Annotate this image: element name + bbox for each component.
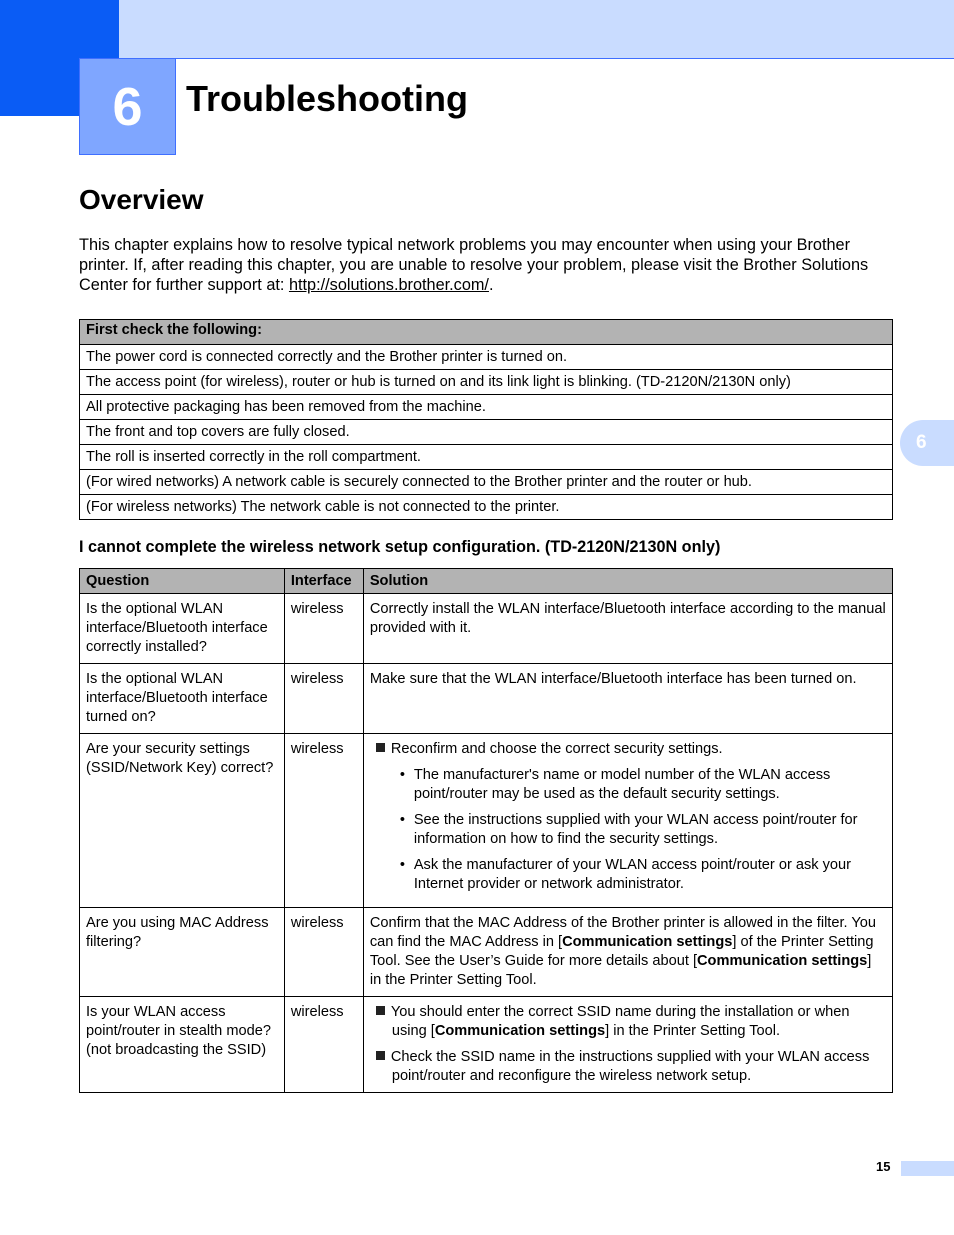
question-cell: Is the optional WLAN interface/Bluetooth interface correctly installed? xyxy=(80,594,285,664)
table-row xyxy=(80,734,893,908)
question-cell: Is your WLAN access point/router in stealth mode? (not broadcasting the SSID) xyxy=(80,997,285,1093)
chapter-number-box xyxy=(79,58,176,155)
interface-cell: wireless xyxy=(284,908,363,997)
solution-cell xyxy=(363,908,892,997)
header-question: Question xyxy=(80,569,285,594)
solution-item xyxy=(376,1003,886,1041)
page-number-bar xyxy=(901,1161,954,1176)
check-row: The front and top covers are fully closed. xyxy=(80,420,893,445)
interface-cell: wireless xyxy=(284,664,363,734)
sub-bullet: • The manufacturer's name or model number of the WLAN access point/router may be used as the default security settings. xyxy=(370,766,886,804)
wireless-section-heading: I cannot complete the wireless network setup configuration. (TD-2120N/2130N only) xyxy=(79,538,721,556)
solution-text: Confirm that the MAC Address of the Brother printer is allowed in the filter. You can find the MAC Address in [ xyxy=(369,915,877,950)
solution-cell xyxy=(363,997,892,1093)
first-check-table xyxy=(79,319,893,520)
solution-item-text: You should enter the correct SSID name during the installation or when using [ xyxy=(390,1004,850,1039)
chapter-title: Troubleshooting xyxy=(186,78,468,119)
check-table-header: First check the following: xyxy=(80,320,893,345)
header-band xyxy=(0,0,954,59)
square-bullet-icon xyxy=(376,1006,385,1015)
check-row: The roll is inserted correctly in the roll compartment. xyxy=(80,445,893,470)
solution-item xyxy=(376,1048,886,1086)
interface-cell: wireless xyxy=(284,997,363,1093)
solution-cell: Make sure that the WLAN interface/Bluetooth interface has been turned on. xyxy=(363,664,892,734)
support-link[interactable]: http://solutions.brother.com/ xyxy=(288,276,489,294)
square-bullet-icon xyxy=(376,1051,385,1060)
solution-text: ] in the Printer Setting Tool. xyxy=(369,953,872,988)
section-title: Overview xyxy=(79,184,204,215)
intro-end: . xyxy=(488,276,494,294)
page-number: 15 xyxy=(876,1159,891,1174)
table-row xyxy=(80,997,893,1093)
solution-cell: Correctly install the WLAN interface/Bluetooth interface according to the manual provided with it. xyxy=(363,594,892,664)
table-row xyxy=(80,664,893,734)
solution-text: ] of the Printer Setting Tool. See the User’s Guide for more details about [ xyxy=(369,934,874,969)
setting-name: Communication settings xyxy=(697,953,868,969)
setting-name: Communication settings xyxy=(562,934,733,950)
solution-item-text: ] in the Printer Setting Tool. xyxy=(605,1023,781,1039)
question-cell: Are your security settings (SSID/Network Key) correct? xyxy=(80,734,285,908)
check-row: (For wired networks) A network cable is securely connected to the Brother printer and the router or hub. xyxy=(80,470,893,495)
solution-item-text: Check the SSID name in the instructions supplied with your WLAN access point/router and reconfigure the wireless network setup. xyxy=(390,1049,870,1084)
table-row xyxy=(80,908,893,997)
solution-sublist xyxy=(370,766,886,894)
table-row xyxy=(80,594,893,664)
interface-cell: wireless xyxy=(284,594,363,664)
header-interface: Interface xyxy=(284,569,363,594)
question-cell: Is the optional WLAN interface/Bluetooth interface turned on? xyxy=(80,664,285,734)
check-row: (For wireless networks) The network cable is not connected to the printer. xyxy=(80,495,893,520)
header-solution: Solution xyxy=(363,569,892,594)
solution-item-text: Reconfirm and choose the correct security settings. xyxy=(390,741,723,757)
sub-bullet: • Ask the manufacturer of your WLAN access point/router or ask your Internet provider or network administrator. xyxy=(370,856,886,894)
intro-text: This chapter explains how to resolve typical network problems you may encounter when using your Brother printer. If, after reading this chapter, you are unable to resolve your problem, please visit the Brother Solutions Center for further support at: xyxy=(79,236,869,294)
chapter-side-tab: 6 xyxy=(900,420,954,466)
check-row: The power cord is connected correctly and the Brother printer is turned on. xyxy=(80,345,893,370)
square-bullet-icon xyxy=(376,743,385,752)
solution-item xyxy=(376,740,886,759)
intro-paragraph xyxy=(79,235,894,295)
wireless-troubleshooting-table xyxy=(79,568,893,1093)
setting-name: Communication settings xyxy=(434,1023,606,1039)
question-cell: Are you using MAC Address filtering? xyxy=(80,908,285,997)
check-row: The access point (for wireless), router or hub is turned on and its link light is blinking. (TD-2120N/2130N only) xyxy=(80,370,893,395)
chapter-number: 6 xyxy=(112,76,143,137)
check-row: All protective packaging has been removed from the machine. xyxy=(80,395,893,420)
solution-cell xyxy=(363,734,892,908)
sub-bullet: • See the instructions supplied with your WLAN access point/router for information on how to find the security settings. xyxy=(370,811,886,849)
interface-cell: wireless xyxy=(284,734,363,908)
